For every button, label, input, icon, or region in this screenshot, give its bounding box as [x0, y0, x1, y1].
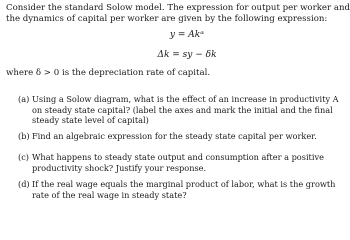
question-line: rate of the real wage in steady state? [32, 189, 187, 200]
question-line: productivity shock? Justify your response. [32, 162, 207, 173]
question-label: (a) [18, 94, 30, 104]
question-line: What happens to steady state output and consumption after a positive [32, 152, 324, 162]
question-line: Find an algebraic expression for the steady state capital per worker. [32, 131, 317, 141]
intro-line: Consider the standard Solow model. The expression for output per worker and [6, 3, 350, 13]
question-line: steady state level of capital) [32, 115, 149, 126]
production-function-equation: y = Akᵅ [169, 30, 205, 40]
question-line: Using a Solow diagram, what is the effect of an increase in productivity A [32, 94, 339, 104]
question-line: If the real wage equals the marginal product of labor, what is the growth [32, 179, 336, 189]
question-line: on steady state capital? (label the axes and mark the initial and the final [32, 104, 333, 115]
question-label: (d) [18, 179, 30, 189]
question-label: (b) [18, 131, 30, 141]
question-text [32, 131, 317, 142]
capital-dynamics-equation: Δk = sy − δk [157, 50, 217, 60]
intro-paragraph [6, 3, 350, 25]
question-text [32, 152, 324, 173]
question-label: (c) [18, 152, 29, 162]
depreciation-note: where δ > 0 is the depreciation rate of capital. [6, 68, 211, 78]
question-text [32, 94, 339, 126]
intro-line: the dynamics of capital per worker are given by the following expression: [6, 14, 328, 25]
question-text [32, 179, 335, 200]
